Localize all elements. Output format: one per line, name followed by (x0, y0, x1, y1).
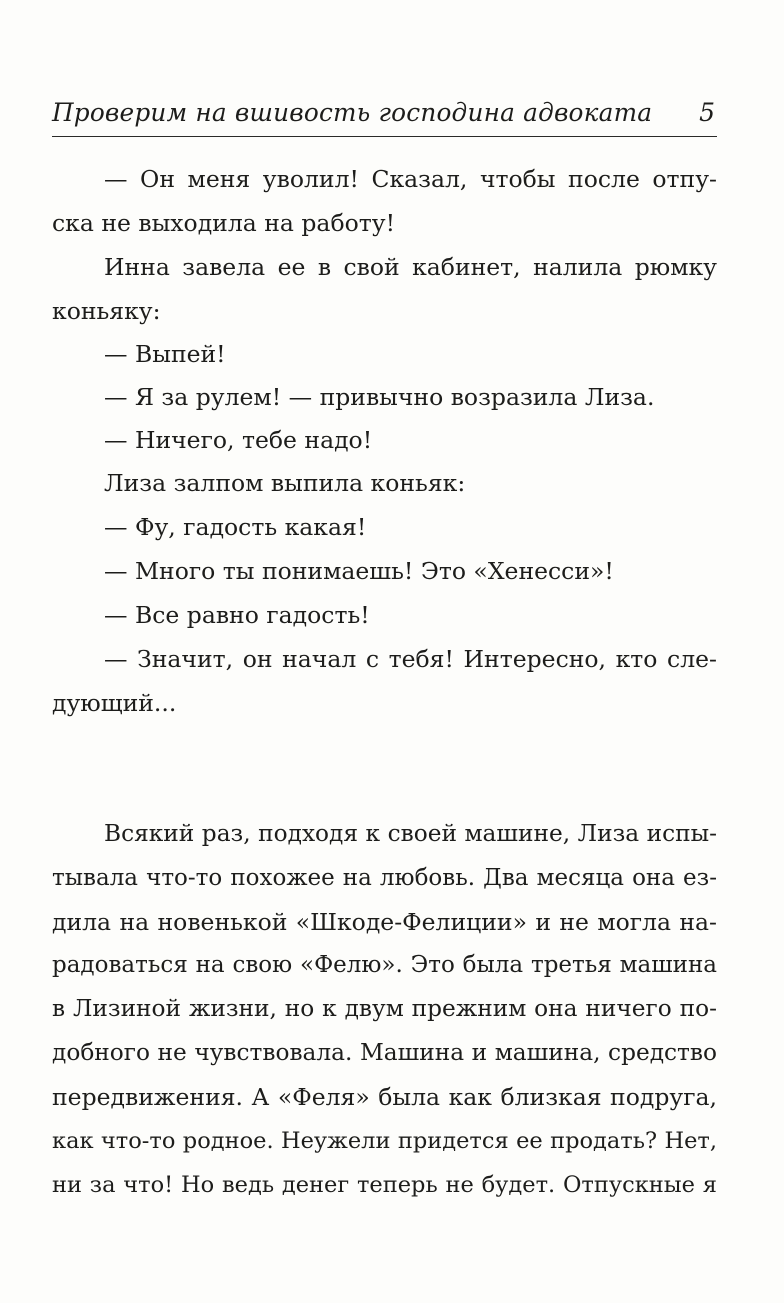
page-number: 5 (699, 98, 715, 127)
text-line: — Выпей! (104, 340, 226, 368)
text-line: Всякий раз, подходя к своей машине, Лиза испы- (104, 820, 717, 847)
text-line: — Он меня уволил! Сказал, чтобы после отпу- (104, 165, 717, 193)
text-line: — Много ты понимаешь! Это «Хенесси»! (104, 557, 614, 585)
text-line: как что-то родное. Неужели придется ее продать? Нет, (52, 1128, 717, 1154)
text-line: — Фу, гадость какая! (104, 513, 367, 541)
text-line: коньяку: (52, 297, 161, 325)
text-line: Инна завела ее в свой кабинет, налила рюмку (104, 253, 717, 281)
text-line: — Значит, он начал с тебя! Интересно, кто сле- (104, 645, 717, 673)
text-line: Лиза залпом выпила коньяк: (104, 469, 466, 497)
text-line: в Лизиной жизни, но к двум прежним она ничего по- (52, 995, 717, 1022)
text-line: добного не чувствовала. Машина и машина, средство (52, 1039, 717, 1066)
text-line: дила на новенькой «Шкоде-Фелиции» и не могла на- (52, 908, 717, 936)
book-page (52, 0, 717, 1303)
text-line: передвижения. А «Феля» была как близкая подруга, (52, 1083, 717, 1111)
text-line: — Я за рулем! — привычно возразила Лиза. (104, 383, 655, 411)
text-line: тывала что-то похожее на любовь. Два месяца она ез- (52, 865, 717, 891)
book-title: Проверим на вшивость господина адвоката (52, 98, 653, 127)
text-line: ска не выходила на работу! (52, 209, 396, 237)
text-line: радоваться на свою «Фелю». Это была третья машина (52, 952, 717, 978)
text-line: ни за что! Но ведь денег теперь не будет. Отпускные я (52, 1172, 717, 1198)
text-line: — Ничего, тебе надо! (104, 426, 373, 454)
text-line: дующий... (52, 689, 177, 717)
text-line: — Все равно гадость! (104, 601, 370, 629)
running-header (52, 96, 717, 137)
